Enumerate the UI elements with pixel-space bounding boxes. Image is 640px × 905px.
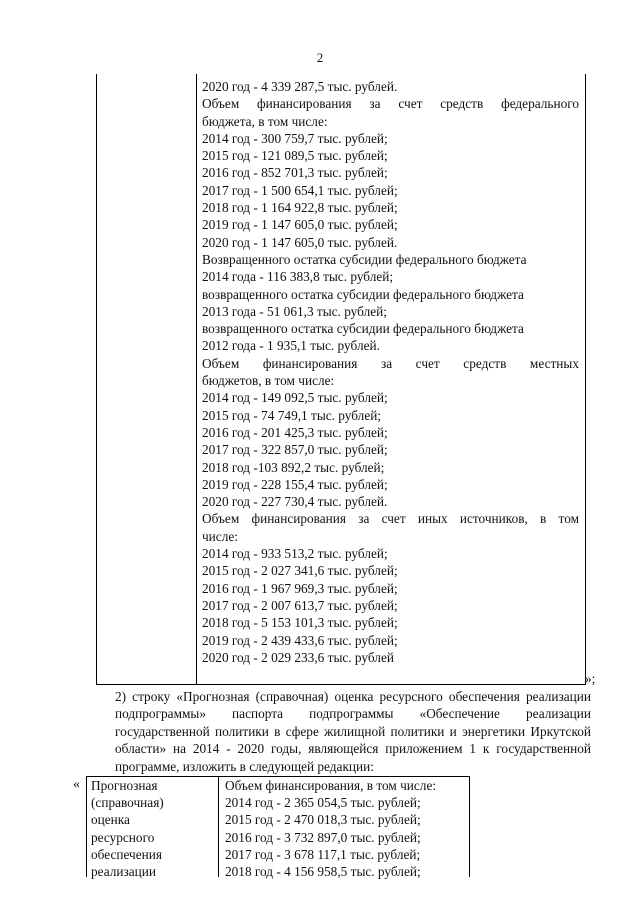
forecast-row-header: [91, 777, 216, 880]
financing-line: бюджета, в том числе:: [202, 113, 328, 129]
row-header-line: оценка: [91, 812, 130, 828]
financing-line: 2019 год - 1 147 605,0 тыс. рублей;: [202, 217, 398, 233]
financing-line: 2013 года - 51 061,3 тыс. рублей;: [202, 303, 387, 319]
financing-cell: [202, 78, 579, 666]
page-number: 2: [316, 50, 324, 65]
amendment-paragraph: [115, 688, 591, 775]
forecast-line: 2015 год - 2 470 018,3 тыс. рублей;: [225, 812, 421, 828]
financing-line: 2017 год - 1 500 654,1 тыс. рублей;: [202, 182, 398, 198]
financing-line: Объем финансирования за счет средств федерального: [202, 96, 579, 112]
financing-line: 2019 год - 228 155,4 тыс. рублей;: [202, 476, 388, 492]
financing-line: числе:: [202, 528, 238, 544]
forecast-values: [225, 777, 465, 880]
closing-quote: »;: [585, 671, 596, 686]
financing-line: 2014 года - 116 383,8 тыс. рублей;: [202, 269, 394, 285]
financing-line: 2019 год - 2 439 433,6 тыс. рублей;: [202, 632, 398, 648]
forecast-line: 2014 год - 2 365 054,5 тыс. рублей;: [225, 795, 421, 811]
financing-line: Возвращенного остатка субсидии федерального бюджета: [202, 251, 527, 267]
financing-line: 2015 год - 74 749,1 тыс. рублей;: [202, 407, 382, 423]
financing-line: 2014 год - 933 513,2 тыс. рублей;: [202, 546, 388, 562]
financing-line: 2015 год - 121 089,5 тыс. рублей;: [202, 148, 388, 164]
row-header-line: Прогнозная: [91, 778, 158, 793]
amendment-text: 2) строку «Прогнозная (справочная) оценка ресурсного обеспечения реализации подпрограммы» паспорта подпрограммы «Обеспечение реализации государственной политики в сфере жилищной политики и энергетики Иркутской области» на 2014 - 2020 годы, являющейся приложением 1 к государственной программе, изложить в следующей редакции:: [115, 689, 591, 774]
financing-line: 2020 год - 227 730,4 тыс. рублей.: [202, 494, 388, 510]
forecast-table: [86, 776, 470, 880]
financing-table-continued: [96, 74, 586, 685]
financing-line: 2018 год - 5 153 101,3 тыс. рублей;: [202, 615, 398, 631]
financing-line: 2014 год - 300 759,7 тыс. рублей;: [202, 130, 388, 146]
financing-line: 2020 год - 1 147 605,0 тыс. рублей.: [202, 234, 398, 250]
forecast-line: 2018 год - 4 156 958,5 тыс. рублей;: [225, 864, 421, 880]
financing-line: 2012 года - 1 935,1 тыс. рублей.: [202, 338, 380, 354]
financing-line: возвращенного остатка субсидии федерального бюджета: [202, 286, 524, 302]
row-header-line: реализации: [91, 864, 156, 880]
column-divider: [218, 777, 219, 877]
financing-line: 2018 год -103 892,2 тыс. рублей;: [202, 459, 385, 475]
financing-line: 2017 год - 2 007 613,7 тыс. рублей;: [202, 597, 398, 613]
financing-line: 2020 год - 2 029 233,6 тыс. рублей: [202, 649, 394, 665]
financing-line: 2017 год - 322 857,0 тыс. рублей;: [202, 442, 388, 458]
financing-line: бюджетов, в том числе:: [202, 373, 335, 389]
forecast-line: 2017 год - 3 678 117,1 тыс. рублей;: [225, 846, 421, 862]
opening-quote: «: [73, 777, 80, 792]
forecast-line: Объем финансирования, в том числе:: [225, 778, 437, 793]
financing-line: Объем финансирования за счет иных источников, в том: [202, 511, 579, 527]
financing-line: 2016 год - 201 425,3 тыс. рублей;: [202, 424, 388, 440]
row-header-line: (справочная): [91, 795, 164, 811]
financing-line: 2016 год - 1 967 969,3 тыс. рублей;: [202, 580, 398, 596]
financing-line: 2016 год - 852 701,3 тыс. рублей;: [202, 165, 388, 181]
financing-line: 2015 год - 2 027 341,6 тыс. рублей;: [202, 563, 398, 579]
forecast-line: 2016 год - 3 732 897,0 тыс. рублей;: [225, 829, 421, 845]
row-header-line: ресурсного: [91, 829, 155, 845]
row-header-line: обеспечения: [91, 846, 162, 862]
financing-line: возвращенного остатка субсидии федерального бюджета: [202, 321, 524, 337]
financing-line: 2014 год - 149 092,5 тыс. рублей;: [202, 390, 388, 406]
financing-line: 2020 год - 4 339 287,5 тыс. рублей.: [202, 79, 398, 94]
financing-line: Объем финансирования за счет средств местных: [202, 355, 579, 371]
column-divider: [196, 74, 197, 684]
financing-line: 2018 год - 1 164 922,8 тыс. рублей;: [202, 200, 398, 216]
